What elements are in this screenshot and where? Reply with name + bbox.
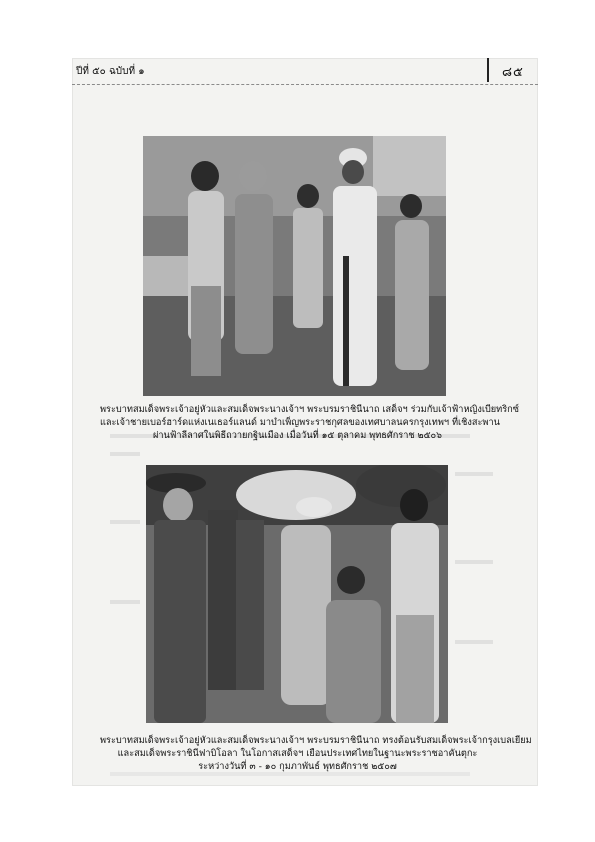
caption-line: ผ่านฟ้าลีลาศในพิธีถวายกฐินเมือง เมื่อวันที่ ๑๕ ตุลาคม พุทธศักราช ๒๕๐๖ [153,430,442,441]
bleed-through-text [110,452,140,456]
page-number: ๘๕ [502,65,524,80]
photo-royal-ceremony [143,136,446,396]
bleed-through-text [110,520,140,524]
caption-line: และสมเด็จพระราชินีฟาบิโอลา ในโอกาสเสด็จฯ เยือนประเทศไทยในฐานะพระราชอาคันตุกะ [117,748,478,759]
bleed-through-text [455,560,493,564]
figure-caption-1 [100,403,519,442]
caption-line: และเจ้าชายเบอร์ฮาร์ดแห่งเนเธอร์แลนด์ มาบำเพ็ญพระราชกุศลของเทศบาลนครกรุงเทพฯ ที่เชิงสะพาน [100,417,500,428]
header-divider [487,58,489,82]
header-rule [72,84,538,85]
caption-line: พระบาทสมเด็จพระเจ้าอยู่หัวและสมเด็จพระนางเจ้าฯ พระบรมราชินีนาถ เสด็จฯ ร่วมกับเจ้าฟ้าหญิงเบียทริกซ์ [100,404,519,415]
figure-caption-2 [100,734,532,773]
bleed-through-text [455,472,493,476]
caption-line: ระหว่างวันที่ ๓ - ๑๐ กุมภาพันธ์ พุทธศักราช ๒๕๐๗ [198,761,397,772]
bleed-through-text [455,640,493,644]
running-header: ปีที่ ๕๐ ฉบับที่ ๑ [76,66,145,77]
photo-state-visit [146,465,448,723]
caption-line: พระบาทสมเด็จพระเจ้าอยู่หัวและสมเด็จพระนางเจ้าฯ พระบรมราชินีนาถ ทรงต้อนรับสมเด็จพระเจ้ากรุงเบลเยียม [100,735,532,746]
bleed-through-text [110,600,140,604]
